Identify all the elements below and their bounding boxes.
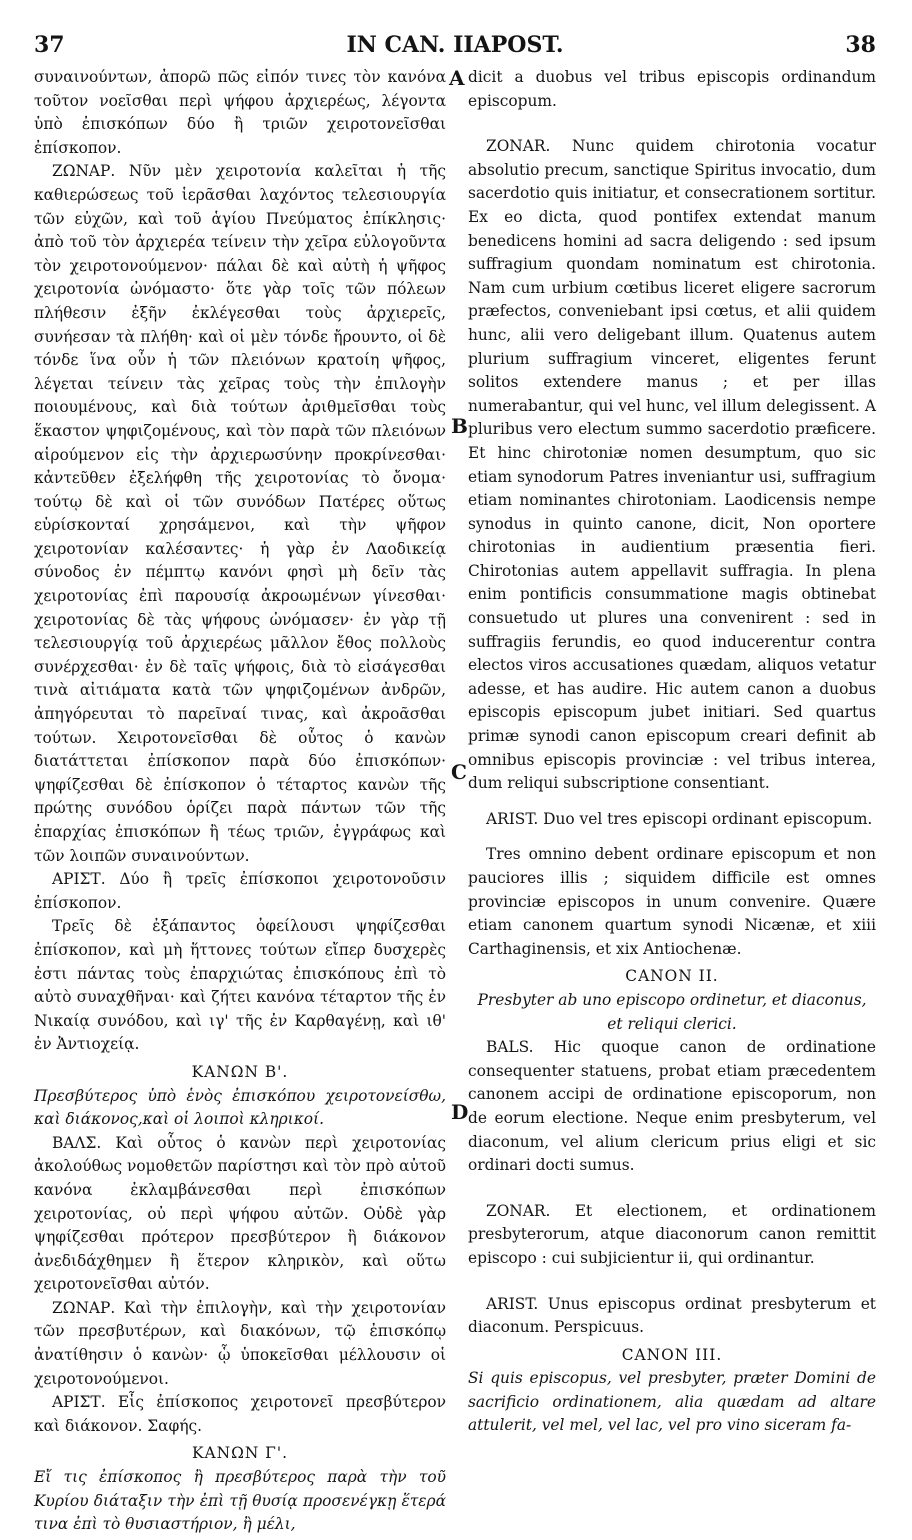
latin-column [468, 66, 876, 1438]
greek-aristenus-summary-2: ΑΡΙΣΤ. Εἷς ἐπίσκοπος χειροτονεῖ πρεσβύτερον καὶ διάκονον. Σαφής. [34, 1393, 446, 1435]
greek-canon-2-text: Πρεσβύτερος ὑπὸ ἑνὸς ἐπισκόπου χειροτονείσθω, καὶ διάκονος,καὶ οἱ λοιποὶ κληρικοί. [34, 1086, 446, 1129]
latin-aristenus-note: Tres omnino debent ordinare episcopum et non pauciores illis ; siquidem difficile est omnes provinciæ episcopos in unum convenire. Quære etiam canonem quartum synodi Nicænæ, et xiii Carthaginensis, et xix Antiochenæ. [468, 845, 876, 958]
margin-letter-a: A [449, 66, 465, 90]
greek-canon-3-text: Εἴ τις ἐπίσκοπος ἢ πρεσβύτερος παρὰ τὴν τοῦ Κυρίου διάταξιν τὴν ἐπὶ τῇ θυσίᾳ προσενέγκῃ ἕτερά τινα ἐπὶ τὸ θυσιαστήριον, ἢ μέλι, [34, 1468, 446, 1534]
greek-canon-3-title: ΚΑΝΩΝ Γ'. [191, 1444, 288, 1463]
page-number-left: 37 [34, 32, 65, 58]
margin-letter-c: C [451, 760, 467, 784]
latin-aristenus-summary: ARIST. Duo vel tres episcopi ordinant episcopum. [486, 809, 873, 828]
page-number-right: 38 [845, 32, 876, 58]
greek-balsamon-commentary: ΒΑΛΣ. Καὶ οὗτος ὁ κανὼν περὶ χειροτονίας ἀκολούθως νομοθετῶν παρίστησι καὶ τὸν πρὸ αὐτοῦ κανόνα ἐκλαμβάνεσθαι περὶ ἐπισκόπων χειροτονίας, οὐ περὶ ψήφου αὐτῶν. Οὐδὲ γὰρ ψηφίζεσθαι πρότερον πρεσβύτερον ἢ διάκονον ἀνεδιδάχθημεν ἢ ἕτερον κληρικὸν, καὶ οὕτω χειροτονεῖσθαι αὐτόν. [34, 1133, 446, 1294]
latin-canon-2-title: CANON II. [625, 967, 719, 986]
running-header [34, 32, 876, 66]
margin-letter-b: B [451, 414, 468, 438]
latin-zonaras-commentary-2: ZONAR. Et electionem, et ordinationem presbyterorum, atque diaconorum canon remittit episcopo : cui subjicientur ii, qui ordinantur. [468, 1201, 876, 1267]
greek-zonaras-commentary: ΖΩΝΑΡ. Νῦν μὲν χειροτονία καλεῖται ἡ τῆς καθιερώσεως τοῦ ἱερᾶσθαι λαχόντος τελεσιουργία τῶν εὐχῶν, καὶ τοῦ ἁγίου Πνεύματος ἐπίκλησις· ἀπὸ τοῦ τὸν ἀρχιερέα τείνειν τὴν χεῖρα εὐλογοῦντα τὸν χειροτονούμενον· πάλαι δὲ καὶ αὐτὴ ἡ ψῆφος χειροτονία ὠνόμαστο· ὅτε γὰρ τοῖς τῶν πόλεων πλήθεσιν ἐξῆν ἐκλέγεσθαι τοὺς ἀρχιερεῖς, συνήεσαν τὰ πλήθη· καὶ οἱ μὲν τόνδε ἤρουντο, οἱ δὲ τόνδε ἵνα οὖν ἡ τῶν πλειόνων κρατοίη ψῆφος, λέγεται τείνειν τὰς χεῖρας τοὺς τὴν ἐπιλογὴν ποιουμένους, καὶ διὰ τούτων ἀριθμεῖσθαι τοὺς ἕκαστον ψηφιζομένους, καὶ τὸν παρὰ τῶν πλειόνων αἱρούμενον εἰς τὴν ἀρχιερωσύνην προκρίνεσθαι· κἀντεῦθεν ἐξελήφθη τῆς χειροτονίας τὸ ὄνομα· τούτῳ δὲ καὶ οἱ τῶν συνόδων Πατέρες οὕτως εὑρίσκονταί χρησάμενοι, καὶ τὴν ψῆφον χειροτονίαν καλέσαντες· ἡ γὰρ ἐν Λαοδικείᾳ σύνοδος ἐν πέμπτῳ κανόνι φησὶ μὴ δεῖν τὰς χειροτονίας ἐπὶ παρουσίᾳ ἀκροωμένων γίνεσθαι· χειροτονίας δὲ τὰς ψήφους ὠνόμασεν· ἐν γὰρ τῇ τελεσιουργίᾳ τοῦ ἀρχιερέως μᾶλλον ἔθος πολλοὺς συνέρχεσθαι· ἐν δὲ ταῖς ψήφοις, διὰ τὸ εἰσάγεσθαι τινὰ αἰτιάματα κατὰ τῶν ψηφιζομένων ἀνδρῶν, ἀπηγόρευται τὸ παρεῖναί τινας, καὶ ἀκροᾶσθαι τούτων. Χειροτονεῖσθαι δὲ οὗτος ὁ κανὼν διατάττεται ἐπίσκοπον παρὰ δύο ἐπισκόπων· ψηφίζεσθαι δὲ ἐπίσκοπον ὁ τέταρτος κανὼν τῆς πρώτης συνόδου ὁρίζει παρὰ πάντων τῶν τῆς ἐπαρχίας ἐπισκόπων ἢ τέως τριῶν, ἐγγράφως καὶ τῶν λοιπῶν συναινούντων. [34, 162, 446, 865]
greek-aristenus-note: Τρεῖς δὲ ἐξάπαντος ὀφείλουσι ψηφίζεσθαι ἐπίσκοπον, καὶ μὴ ἥττονες τούτων εἴπερ δυσχερὲς ἐστι πάντας τοὺς ἐπαρχιώτας ἐπισκόπους ἐπὶ τὸ αὐτὸ συναχθῆναι· καὶ ζήτει κανόνα τέταρτον τῆς ἐν Νικαίᾳ συνόδου, καὶ ιγ' τῆς ἐν Καρθαγένῃ, καὶ ιθ' ἐν Ἀντιοχείᾳ. [34, 917, 446, 1054]
greek-canon-2-title: ΚΑΝΩΝ Β'. [191, 1062, 289, 1081]
greek-zonaras-commentary-2: ΖΩΝΑΡ. Καὶ τὴν ἐπιλογὴν, καὶ τὴν χειροτονίαν τῶν πρεσβυτέρων, καὶ διακόνων, τῷ ἐπισκόπῳ ἀνατίθησιν ὁ κανὼν· ᾧ ὑποκεῖσθαι μέλλουσιν οἱ χειροτονούμενοι. [34, 1298, 446, 1388]
latin-para-1: dicit a duobus vel tribus episcopis ordinandum episcopum. [468, 68, 876, 110]
latin-aristenus-summary-2: ARIST. Unus episcopus ordinat presbyterum et diaconum. Perspicuus. [468, 1294, 876, 1337]
latin-canon-3-title: CANON III. [621, 1345, 723, 1364]
margin-letter-d: D [451, 1100, 469, 1124]
greek-para-1: συναινούντων, ἀπορῶ πῶς εἰπόν τινες τὸν κανόνα τοῦτον νοεῖσθαι περὶ ψήφου ἀρχιερέως, λέγοντα ὑπὸ ἐπισκόπων δύο ἢ τριῶν χειροτονεῖσθαι ἐπίσκοπον. [34, 68, 446, 157]
greek-aristenus-summary: ΑΡΙΣΤ. Δύο ἢ τρεῖς ἐπίσκοποι χειροτονοῦσιν ἐπίσκοπον. [34, 870, 446, 912]
greek-column [34, 66, 446, 1537]
latin-zonaras-commentary: ZONAR. Nunc quidem chirotonia vocatur absolutio precum, sanctique Spiritus invocatio, dum sacerdotio quis initiatur, et consecrationem sortitur. Ex eo dicta, quod pontifex extendat manum benedicens homini ad sacra deligendo : sed ipsum suffragium quondam nominatum est chirotonia. Nam cum urbium cœtibus liceret eligere sacrorum præfectos, conveniebant ipsi cœtus, et alii quidem hunc, alii vero deligebant illum. Quatenus autem plurium suffragium vinceret, eligentes ferunt solitos extendere manus ; et per illas numerabantur, qui vel hunc, vel illum delegissent. A pluribus vero electum summo sacerdotio præficere. Et hinc chirotoniæ nomen desumptum, quo sic etiam synodorum Patres inveniantur usi, suffragium etiam nominantes chirotoniam. Laodicensis nempe synodus in quinto canone, dicit, Non oportere chirotonias in audientium præsentia fieri. Chirotonias autem appellavit suffragia. In plena enim pontificis consummatione magis obtinebat consuetudo ut plures una convenirent : sed in suffragiis ferundis, eo quod inducerentur contra electos viros accusationes quædam, aliquos vetatur adesse, et has audire. Hic autem canon a duobus episcopis episcopum jubet initiari. Sed quartus primæ synodi canon episcopum creari definit ab omnibus episcopis provinciæ : vel tribus interea, dum reliqui subscriptione consentiant. [468, 137, 876, 793]
latin-canon-3-text: Si quis episcopus, vel presbyter, præter Domini de sacrificio ordinationem, alia quædam ad altare attulerit, vel mel, vel lac, vel pro vino siceram fa- [468, 1369, 876, 1435]
latin-balsamon-commentary: BALS. Hic quoque canon de ordinatione consequenter statuens, probat etiam præcedentem canonem accipi de ordinatione episcoporum, non de eorum electione. Neque enim presbyterum, vel diaconum, vel alium clericum prius eligi et sic ordinari docti sumus. [468, 1038, 876, 1175]
running-title: IN CAN. ΙΙΑΡΟST. [346, 32, 564, 58]
latin-canon-2-text: Presbyter ab uno episcopo ordinetur, et diaconus, et reliqui clerici. [477, 990, 867, 1033]
